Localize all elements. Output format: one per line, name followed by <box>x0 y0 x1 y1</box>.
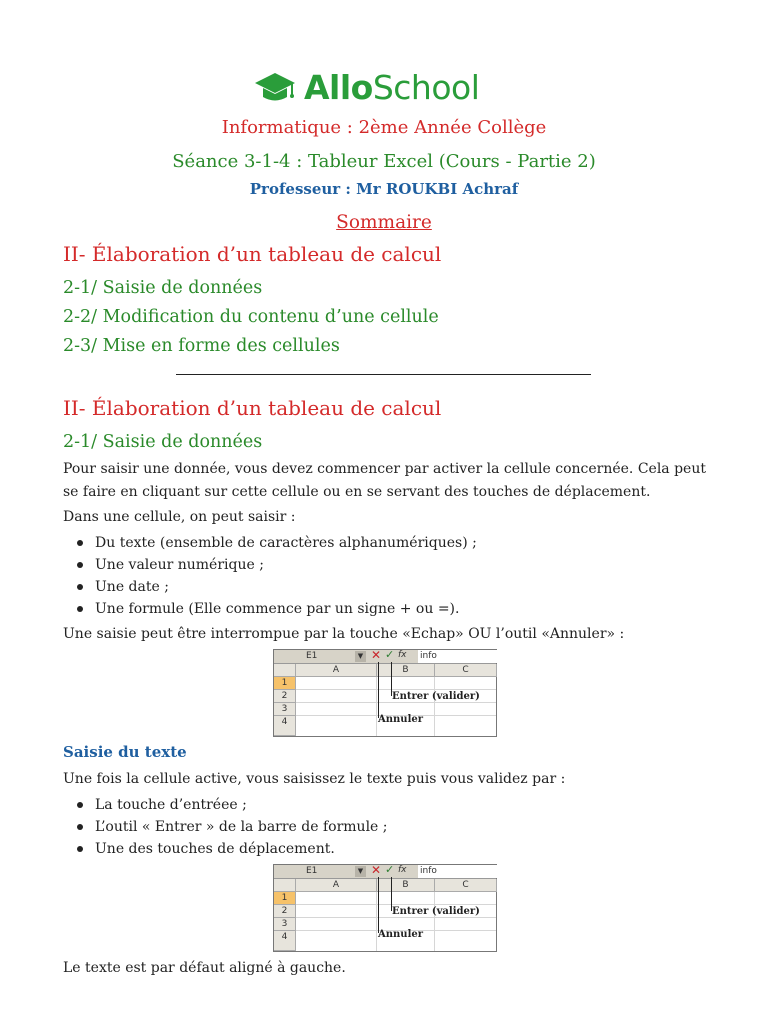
list-item: Une date ; <box>63 576 477 598</box>
alloschool-logo <box>254 64 479 110</box>
formula-value: info <box>418 650 497 663</box>
grid-line <box>296 702 496 703</box>
grid-line <box>296 917 496 918</box>
row-header: 2 <box>274 905 296 918</box>
name-box: E1 <box>306 651 318 661</box>
enter-check-icon: ✓ <box>385 648 395 661</box>
list-item: La touche d’entréee ; <box>63 794 388 816</box>
data-types-list <box>63 532 477 620</box>
summary-item: 2-1/ Saisie de données <box>63 278 263 298</box>
horizontal-divider <box>176 374 591 375</box>
grid-line <box>296 689 496 690</box>
corner-cell <box>274 879 296 892</box>
enter-check-icon: ✓ <box>385 863 395 876</box>
logo-text-allo: Allo <box>304 67 373 107</box>
cancel-annotation: Annuler <box>378 929 423 940</box>
graduation-cap-icon <box>254 67 296 107</box>
formula-value: info <box>418 865 497 878</box>
fx-icon: fx <box>398 650 407 660</box>
summary-item: 2-3/ Mise en forme des cellules <box>63 336 340 356</box>
row-header: 1 <box>274 677 296 690</box>
row-header: 1 <box>274 892 296 905</box>
cancel-x-icon: ✕ <box>371 648 382 662</box>
summary-section-title: II- Élaboration d’un tableau de calcul <box>63 242 442 266</box>
column-header: B <box>377 879 435 892</box>
column-header: C <box>435 664 497 677</box>
list-item: Une des touches de déplacement. <box>63 838 388 860</box>
corner-cell <box>274 664 296 677</box>
grid-line <box>376 677 377 736</box>
formula-bar <box>274 865 496 879</box>
can-enter-paragraph: Dans une cellule, on peut saisir : <box>63 509 296 525</box>
excel-formula-bar-image <box>273 649 497 737</box>
fx-icon: fx <box>398 865 407 875</box>
session-title: Séance 3-1-4 : Tableur Excel (Cours - Partie 2) <box>172 151 596 172</box>
list-item: Une valeur numérique ; <box>63 554 477 576</box>
column-header: C <box>435 879 497 892</box>
logo-text-school: School <box>372 67 480 107</box>
row-header: 3 <box>274 703 296 716</box>
teacher-name: Professeur : Mr ROUKBI Achraf <box>249 180 519 198</box>
excel-formula-bar-image <box>273 864 497 952</box>
column-header: A <box>296 879 377 892</box>
column-header: A <box>296 664 377 677</box>
list-item: L’outil « Entrer » de la barre de formule ; <box>63 816 388 838</box>
cancel-annotation: Annuler <box>378 714 423 725</box>
enter-annotation: Entrer (valider) <box>392 906 480 917</box>
summary-item: 2-2/ Modification du contenu d’une cellule <box>63 307 439 327</box>
grid-line <box>376 892 377 951</box>
dropdown-arrow-icon: ▼ <box>355 866 366 877</box>
text-entry-intro: Une fois la cellule active, vous saisissez le texte puis vous validez par : <box>63 771 566 787</box>
grid-line <box>434 677 435 736</box>
cancel-x-icon: ✕ <box>371 863 382 877</box>
interrupt-paragraph: Une saisie peut être interrompue par la touche «Echap» OU l’outil «Annuler» : <box>63 626 625 642</box>
grid-line <box>296 904 496 905</box>
row-header: 4 <box>274 716 296 736</box>
name-box: E1 <box>306 866 318 876</box>
section-title: II- Élaboration d’un tableau de calcul <box>63 396 442 420</box>
row-header: 3 <box>274 918 296 931</box>
dropdown-arrow-icon: ▼ <box>355 651 366 662</box>
row-header: 2 <box>274 690 296 703</box>
grid-line <box>434 892 435 951</box>
cancel-leader-line <box>378 877 379 933</box>
formula-bar <box>274 650 496 664</box>
list-item: Une formule (Elle commence par un signe + ou =). <box>63 598 477 620</box>
validate-options-list <box>63 794 388 860</box>
default-alignment-paragraph: Le texte est par défaut aligné à gauche. <box>63 960 346 976</box>
enter-annotation: Entrer (valider) <box>392 691 480 702</box>
cancel-leader-line <box>378 662 379 718</box>
text-entry-title: Saisie du texte <box>63 743 187 761</box>
row-header: 4 <box>274 931 296 951</box>
intro-paragraph: Pour saisir une donnée, vous devez commencer par activer la cellule concernée. Cela peut se faire en cliquant sur cette cellule ou en se servant des touches de déplacement. <box>63 461 706 500</box>
column-header: B <box>377 664 435 677</box>
subject-title: Informatique : 2ème Année Collège <box>221 117 547 138</box>
summary-title: Sommaire <box>336 212 432 233</box>
subsection-title: 2-1/ Saisie de données <box>63 432 263 452</box>
list-item: Du texte (ensemble de caractères alphanumériques) ; <box>63 532 477 554</box>
